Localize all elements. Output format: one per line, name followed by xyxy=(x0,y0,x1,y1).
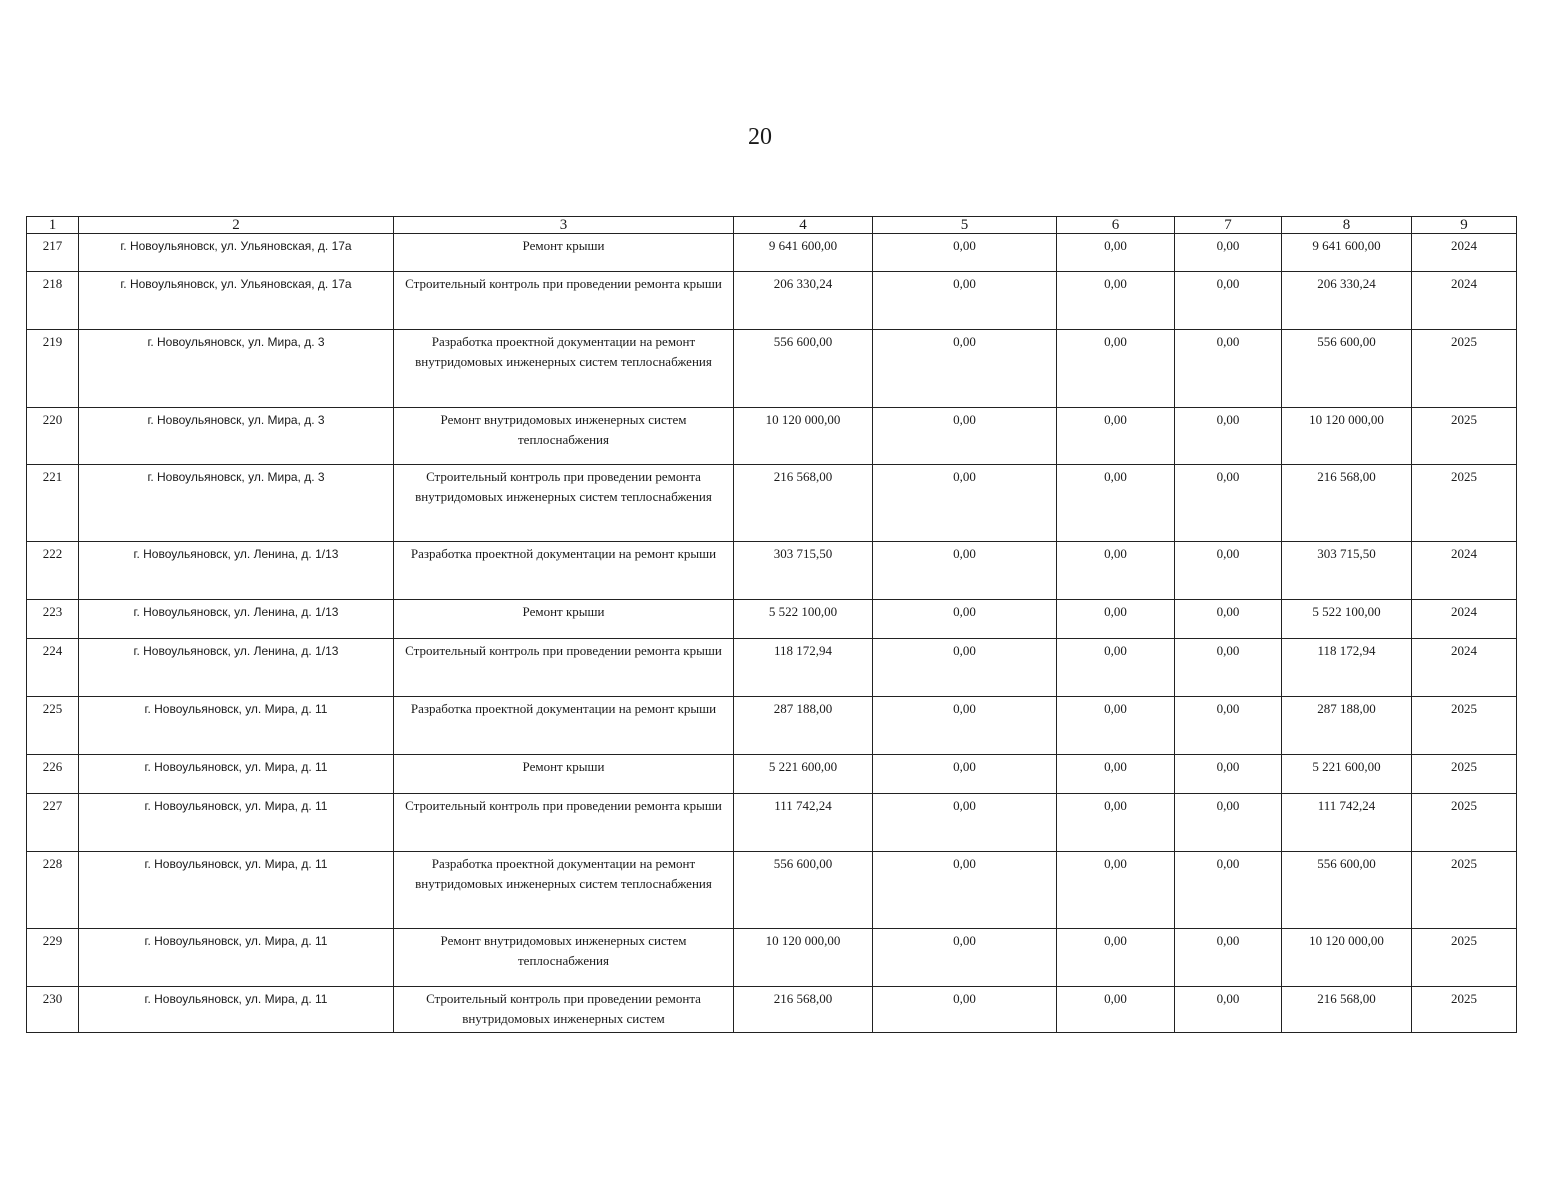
address-cell: г. Новоульяновск, ул. Мира, д. 11 xyxy=(79,852,394,929)
amount-cell: 5 221 600,00 xyxy=(734,755,873,794)
amount-cell: 5 221 600,00 xyxy=(1282,755,1412,794)
amount-cell: 0,00 xyxy=(873,929,1057,987)
amount-cell: 0,00 xyxy=(1175,929,1282,987)
amount-cell: 10 120 000,00 xyxy=(1282,929,1412,987)
amount-cell: 0,00 xyxy=(1057,600,1175,639)
amount-cell: 206 330,24 xyxy=(734,272,873,330)
amount-cell: 0,00 xyxy=(873,600,1057,639)
amount-cell: 0,00 xyxy=(1057,639,1175,697)
column-header: 3 xyxy=(394,217,734,234)
year-cell: 2024 xyxy=(1412,234,1517,272)
row-number: 219 xyxy=(27,330,79,408)
work-cell: Ремонт крыши xyxy=(394,600,734,639)
work-cell: Разработка проектной документации на ремонт внутридомовых инженерных систем теплоснабжения xyxy=(394,330,734,408)
work-cell: Строительный контроль при проведении ремонта крыши xyxy=(394,272,734,330)
amount-cell: 0,00 xyxy=(1175,639,1282,697)
amount-cell: 0,00 xyxy=(873,542,1057,600)
row-number: 217 xyxy=(27,234,79,272)
amount-cell: 556 600,00 xyxy=(1282,852,1412,929)
row-number: 226 xyxy=(27,755,79,794)
column-header: 5 xyxy=(873,217,1057,234)
amount-cell: 303 715,50 xyxy=(734,542,873,600)
address-cell: г. Новоульяновск, ул. Ленина, д. 1/13 xyxy=(79,639,394,697)
amount-cell: 0,00 xyxy=(873,639,1057,697)
amount-cell: 287 188,00 xyxy=(734,697,873,755)
amount-cell: 111 742,24 xyxy=(1282,794,1412,852)
work-cell: Разработка проектной документации на ремонт внутридомовых инженерных систем теплоснабжения xyxy=(394,852,734,929)
work-cell: Разработка проектной документации на ремонт крыши xyxy=(394,697,734,755)
work-cell: Ремонт внутридомовых инженерных систем теплоснабжения xyxy=(394,408,734,465)
address-cell: г. Новоульяновск, ул. Мира, д. 11 xyxy=(79,987,394,1033)
amount-cell: 9 641 600,00 xyxy=(1282,234,1412,272)
amount-cell: 0,00 xyxy=(1175,852,1282,929)
amount-cell: 216 568,00 xyxy=(1282,987,1412,1033)
address-cell: г. Новоульяновск, ул. Мира, д. 3 xyxy=(79,465,394,542)
column-header: 9 xyxy=(1412,217,1517,234)
address-cell: г. Новоульяновск, ул. Ленина, д. 1/13 xyxy=(79,542,394,600)
amount-cell: 0,00 xyxy=(1057,330,1175,408)
year-cell: 2024 xyxy=(1412,600,1517,639)
column-header: 1 xyxy=(27,217,79,234)
address-cell: г. Новоульяновск, ул. Ульяновская, д. 17а xyxy=(79,234,394,272)
amount-cell: 0,00 xyxy=(1057,755,1175,794)
amount-cell: 0,00 xyxy=(1175,600,1282,639)
amount-cell: 0,00 xyxy=(1175,697,1282,755)
header-row xyxy=(27,217,1517,234)
address-cell: г. Новоульяновск, ул. Мира, д. 3 xyxy=(79,330,394,408)
amount-cell: 0,00 xyxy=(1175,755,1282,794)
amount-cell: 216 568,00 xyxy=(734,987,873,1033)
year-cell: 2024 xyxy=(1412,542,1517,600)
row-number: 224 xyxy=(27,639,79,697)
table-row xyxy=(27,542,1517,600)
address-cell: г. Новоульяновск, ул. Ленина, д. 1/13 xyxy=(79,600,394,639)
page-number: 20 xyxy=(748,124,772,150)
amount-cell: 0,00 xyxy=(873,852,1057,929)
row-number: 228 xyxy=(27,852,79,929)
amount-cell: 0,00 xyxy=(1175,987,1282,1033)
amount-cell: 287 188,00 xyxy=(1282,697,1412,755)
amount-cell: 0,00 xyxy=(873,234,1057,272)
table-row xyxy=(27,639,1517,697)
address-cell: г. Новоульяновск, ул. Ульяновская, д. 17а xyxy=(79,272,394,330)
amount-cell: 556 600,00 xyxy=(734,330,873,408)
amount-cell: 0,00 xyxy=(873,408,1057,465)
address-cell: г. Новоульяновск, ул. Мира, д. 3 xyxy=(79,408,394,465)
amount-cell: 0,00 xyxy=(873,987,1057,1033)
table-row xyxy=(27,852,1517,929)
table-row xyxy=(27,330,1517,408)
address-cell: г. Новоульяновск, ул. Мира, д. 11 xyxy=(79,794,394,852)
row-number: 220 xyxy=(27,408,79,465)
work-cell: Ремонт крыши xyxy=(394,234,734,272)
row-number: 229 xyxy=(27,929,79,987)
table-row xyxy=(27,465,1517,542)
row-number: 227 xyxy=(27,794,79,852)
year-cell: 2024 xyxy=(1412,272,1517,330)
amount-cell: 0,00 xyxy=(873,697,1057,755)
amount-cell: 0,00 xyxy=(1175,408,1282,465)
year-cell: 2025 xyxy=(1412,987,1517,1033)
row-number: 221 xyxy=(27,465,79,542)
work-cell: Ремонт крыши xyxy=(394,755,734,794)
amount-cell: 10 120 000,00 xyxy=(1282,408,1412,465)
amount-cell: 0,00 xyxy=(1057,794,1175,852)
amount-cell: 0,00 xyxy=(1057,465,1175,542)
amount-cell: 216 568,00 xyxy=(734,465,873,542)
table-row xyxy=(27,987,1517,1033)
row-number: 223 xyxy=(27,600,79,639)
amount-cell: 556 600,00 xyxy=(1282,330,1412,408)
amount-cell: 0,00 xyxy=(1057,542,1175,600)
column-header: 4 xyxy=(734,217,873,234)
work-cell: Строительный контроль при проведении ремонта крыши xyxy=(394,639,734,697)
work-cell: Ремонт внутридомовых инженерных систем теплоснабжения xyxy=(394,929,734,987)
year-cell: 2025 xyxy=(1412,330,1517,408)
row-number: 218 xyxy=(27,272,79,330)
year-cell: 2025 xyxy=(1412,408,1517,465)
address-cell: г. Новоульяновск, ул. Мира, д. 11 xyxy=(79,929,394,987)
works-table xyxy=(26,216,1517,1033)
amount-cell: 0,00 xyxy=(1175,794,1282,852)
amount-cell: 0,00 xyxy=(1175,234,1282,272)
table-row xyxy=(27,794,1517,852)
amount-cell: 0,00 xyxy=(873,272,1057,330)
address-cell: г. Новоульяновск, ул. Мира, д. 11 xyxy=(79,697,394,755)
amount-cell: 0,00 xyxy=(873,465,1057,542)
table-row xyxy=(27,755,1517,794)
amount-cell: 0,00 xyxy=(1057,987,1175,1033)
amount-cell: 111 742,24 xyxy=(734,794,873,852)
amount-cell: 0,00 xyxy=(1057,929,1175,987)
year-cell: 2025 xyxy=(1412,465,1517,542)
amount-cell: 0,00 xyxy=(1057,852,1175,929)
amount-cell: 0,00 xyxy=(873,755,1057,794)
column-header: 2 xyxy=(79,217,394,234)
amount-cell: 0,00 xyxy=(1057,408,1175,465)
amount-cell: 118 172,94 xyxy=(1282,639,1412,697)
work-cell: Строительный контроль при проведении ремонта внутридомовых инженерных систем xyxy=(394,987,734,1033)
table-row xyxy=(27,234,1517,272)
amount-cell: 303 715,50 xyxy=(1282,542,1412,600)
amount-cell: 0,00 xyxy=(1057,272,1175,330)
work-cell: Разработка проектной документации на ремонт крыши xyxy=(394,542,734,600)
amount-cell: 5 522 100,00 xyxy=(1282,600,1412,639)
amount-cell: 0,00 xyxy=(1175,272,1282,330)
row-number: 222 xyxy=(27,542,79,600)
row-number: 225 xyxy=(27,697,79,755)
amount-cell: 0,00 xyxy=(873,794,1057,852)
amount-cell: 0,00 xyxy=(1175,465,1282,542)
amount-cell: 5 522 100,00 xyxy=(734,600,873,639)
amount-cell: 10 120 000,00 xyxy=(734,408,873,465)
amount-cell: 118 172,94 xyxy=(734,639,873,697)
amount-cell: 556 600,00 xyxy=(734,852,873,929)
amount-cell: 9 641 600,00 xyxy=(734,234,873,272)
work-cell: Строительный контроль при проведении ремонта внутридомовых инженерных систем теплоснабжения xyxy=(394,465,734,542)
year-cell: 2025 xyxy=(1412,794,1517,852)
address-cell: г. Новоульяновск, ул. Мира, д. 11 xyxy=(79,755,394,794)
year-cell: 2025 xyxy=(1412,697,1517,755)
year-cell: 2025 xyxy=(1412,852,1517,929)
year-cell: 2024 xyxy=(1412,639,1517,697)
table-row xyxy=(27,272,1517,330)
amount-cell: 0,00 xyxy=(1057,697,1175,755)
amount-cell: 0,00 xyxy=(1175,330,1282,408)
amount-cell: 206 330,24 xyxy=(1282,272,1412,330)
column-header: 6 xyxy=(1057,217,1175,234)
column-header: 7 xyxy=(1175,217,1282,234)
table-row xyxy=(27,600,1517,639)
column-header: 8 xyxy=(1282,217,1412,234)
table-row xyxy=(27,697,1517,755)
table-row xyxy=(27,929,1517,987)
row-number: 230 xyxy=(27,987,79,1033)
amount-cell: 0,00 xyxy=(1175,542,1282,600)
amount-cell: 216 568,00 xyxy=(1282,465,1412,542)
amount-cell: 0,00 xyxy=(873,330,1057,408)
amount-cell: 0,00 xyxy=(1057,234,1175,272)
work-cell: Строительный контроль при проведении ремонта крыши xyxy=(394,794,734,852)
table-row xyxy=(27,408,1517,465)
amount-cell: 10 120 000,00 xyxy=(734,929,873,987)
year-cell: 2025 xyxy=(1412,929,1517,987)
year-cell: 2025 xyxy=(1412,755,1517,794)
